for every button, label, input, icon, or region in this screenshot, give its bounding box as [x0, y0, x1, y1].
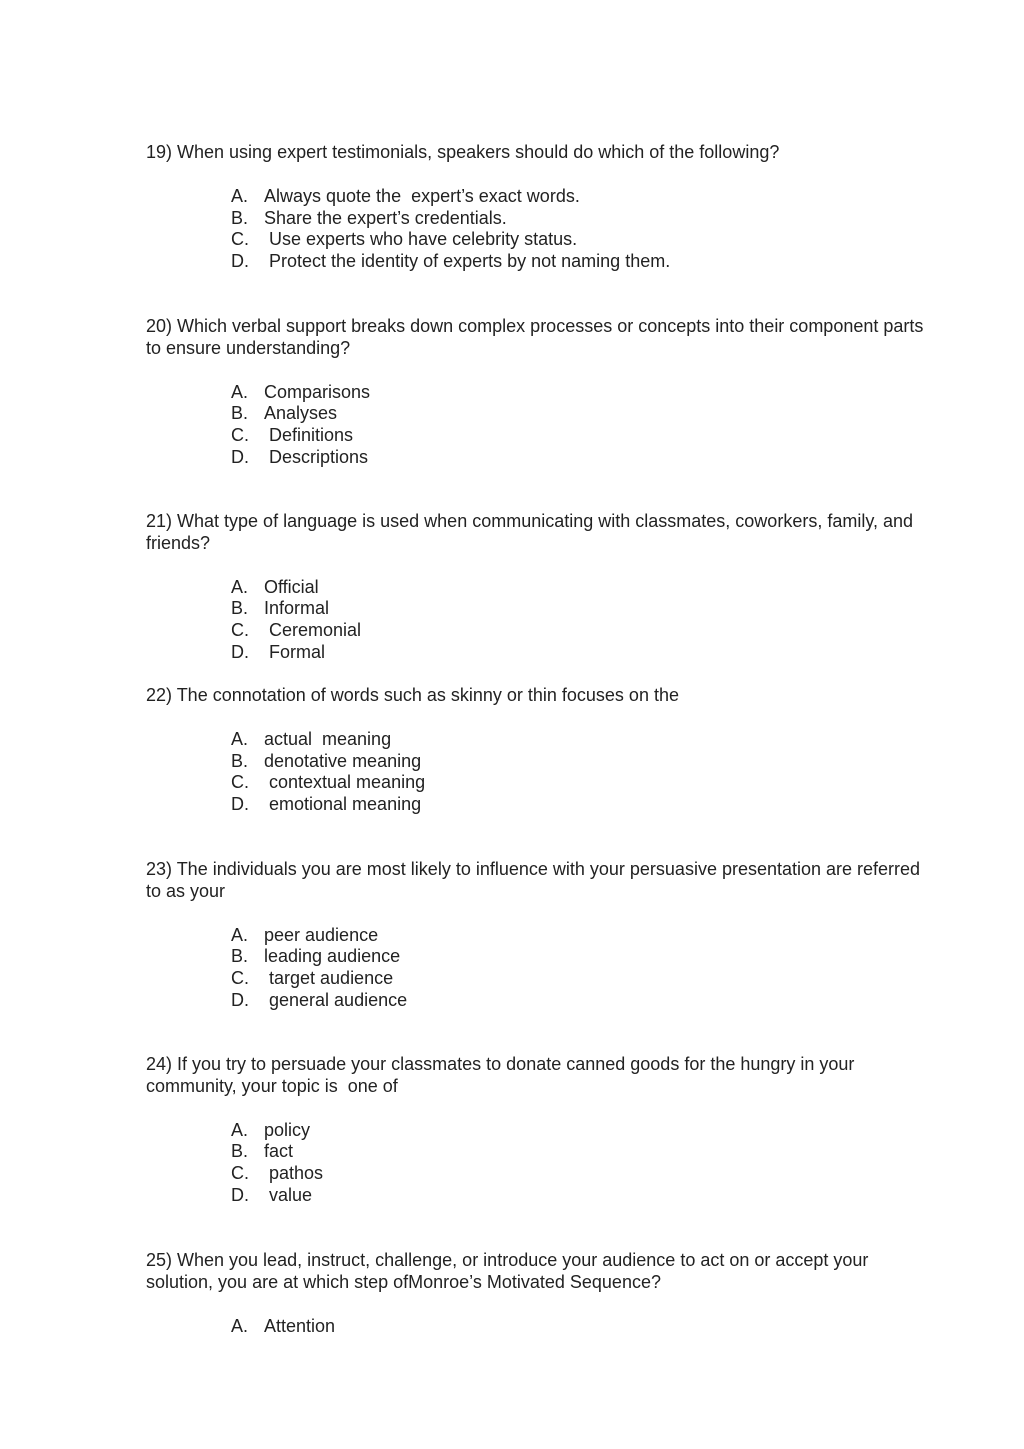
option-b: [231, 208, 936, 230]
option-text: Use experts who have celebrity status.: [264, 229, 578, 250]
answer-options: [146, 382, 936, 469]
option-a: [231, 577, 936, 599]
option-text: pathos: [264, 1163, 324, 1184]
option-d: [231, 794, 936, 816]
question-stem: 22) The connotation of words such as skinny or thin focuses on the: [146, 685, 679, 705]
option-text: Attention: [264, 1315, 336, 1336]
option-letter: A.: [231, 1119, 249, 1140]
option-text: fact: [264, 1141, 294, 1162]
option-letter: C.: [231, 1163, 249, 1184]
option-a: [231, 382, 936, 404]
question-25: [146, 1250, 936, 1337]
answer-options: [146, 1316, 936, 1338]
option-letter: A.: [231, 924, 249, 945]
option-letter: D.: [231, 446, 249, 467]
option-a: [231, 186, 936, 208]
option-letter: B.: [231, 598, 249, 619]
option-letter: A.: [231, 728, 249, 749]
question-stem: 23) The individuals you are most likely to influence with your persuasive presentation are referred to as your: [146, 859, 926, 901]
option-c: [231, 1163, 936, 1185]
option-letter: A.: [231, 381, 249, 402]
question-19: [146, 142, 936, 273]
option-letter: A.: [231, 576, 249, 597]
option-b: [231, 403, 936, 425]
option-text: Official: [264, 576, 319, 597]
answer-options: [146, 729, 936, 816]
option-letter: C.: [231, 229, 249, 250]
question-24: [146, 1054, 936, 1207]
option-d: [231, 1185, 936, 1207]
option-text: Always quote the expert’s exact words.: [264, 185, 580, 206]
question-21: [146, 511, 936, 664]
question-23: [146, 859, 936, 1012]
option-b: [231, 751, 936, 773]
option-letter: D.: [231, 251, 249, 272]
option-d: [231, 447, 936, 469]
option-text: Descriptions: [264, 446, 369, 467]
option-c: [231, 425, 936, 447]
option-letter: C.: [231, 968, 249, 989]
option-b: [231, 946, 936, 968]
option-letter: D.: [231, 1184, 249, 1205]
option-letter: B.: [231, 1141, 249, 1162]
option-text: peer audience: [264, 924, 379, 945]
option-letter: B.: [231, 207, 249, 228]
option-a: [231, 1316, 936, 1338]
option-text: target audience: [264, 968, 394, 989]
option-c: [231, 772, 936, 794]
option-a: [231, 1120, 936, 1142]
question-stem: 24) If you try to persuade your classmates to donate canned goods for the hungry in your community, your topic is one of: [146, 1054, 860, 1096]
answer-options: [146, 925, 936, 1012]
option-text: Definitions: [264, 425, 354, 446]
option-letter: D.: [231, 989, 249, 1010]
answer-options: [146, 577, 936, 664]
option-text: general audience: [264, 989, 408, 1010]
answer-options: [146, 1120, 936, 1207]
option-letter: D.: [231, 794, 249, 815]
option-text: emotional meaning: [264, 794, 422, 815]
answer-options: [146, 186, 936, 273]
question-22: [146, 685, 936, 816]
option-text: leading audience: [264, 946, 401, 967]
option-b: [231, 598, 936, 620]
option-letter: C.: [231, 772, 249, 793]
question-20: [146, 316, 936, 469]
option-d: [231, 251, 936, 273]
question-stem: 19) When using expert testimonials, speakers should do which of the following?: [146, 142, 780, 162]
question-stem: 20) Which verbal support breaks down complex processes or concepts into their component parts to ensure understanding?: [146, 316, 929, 358]
option-a: [231, 729, 936, 751]
option-text: policy: [264, 1119, 311, 1140]
option-text: actual meaning: [264, 728, 392, 749]
question-stem: 25) When you lead, instruct, challenge, or introduce your audience to act on or accept your solution, you are at which step ofMonroe’s Motivated Sequence?: [146, 1250, 874, 1292]
option-text: Comparisons: [264, 381, 371, 402]
option-text: Protect the identity of experts by not naming them.: [264, 251, 671, 272]
option-letter: D.: [231, 641, 249, 662]
question-stem: 21) What type of language is used when communicating with classmates, coworkers, family, and friends?: [146, 511, 919, 553]
option-text: Ceremonial: [264, 620, 362, 641]
option-c: [231, 968, 936, 990]
option-letter: B.: [231, 946, 249, 967]
option-letter: B.: [231, 750, 249, 771]
option-letter: C.: [231, 620, 249, 641]
option-text: denotative meaning: [264, 750, 422, 771]
option-text: Informal: [264, 598, 330, 619]
option-c: [231, 620, 936, 642]
option-text: contextual meaning: [264, 772, 426, 793]
option-c: [231, 229, 936, 251]
option-letter: B.: [231, 403, 249, 424]
option-text: Analyses: [264, 403, 338, 424]
option-letter: A.: [231, 1315, 249, 1336]
option-text: Share the expert’s credentials.: [264, 207, 507, 228]
option-d: [231, 990, 936, 1012]
option-a: [231, 925, 936, 947]
option-b: [231, 1141, 936, 1163]
option-letter: C.: [231, 425, 249, 446]
option-d: [231, 642, 936, 664]
option-text: value: [264, 1184, 313, 1205]
option-text: Formal: [264, 641, 326, 662]
option-letter: A.: [231, 185, 249, 206]
